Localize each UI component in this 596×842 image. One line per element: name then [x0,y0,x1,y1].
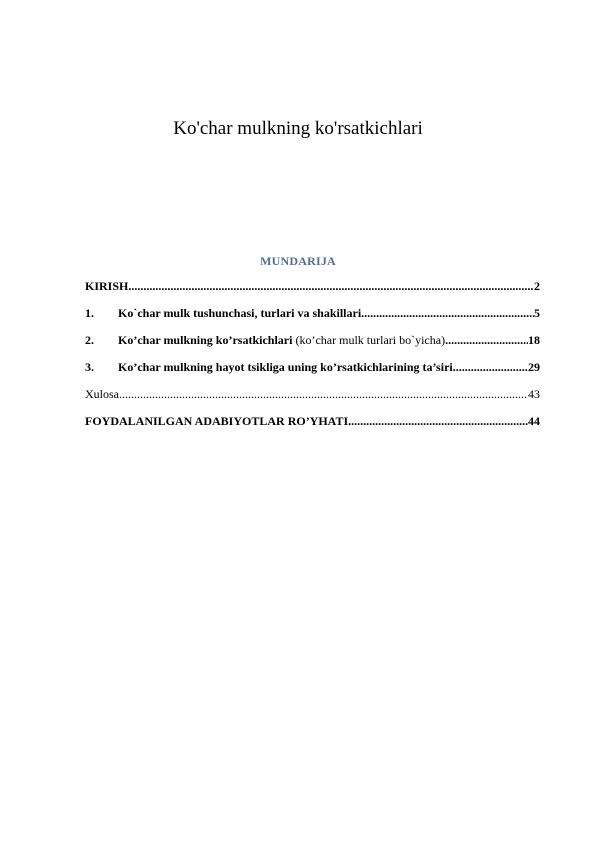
toc-entry-chapter-2[interactable] [85,327,540,354]
toc-dot-leader [128,273,534,300]
toc-entry-number: 3. [85,360,94,374]
toc-entry-number: 1. [85,306,94,320]
toc-entry-kirish[interactable] [85,273,540,300]
toc-entry-chapter-3[interactable] [85,354,540,381]
toc-heading: MUNDARIJA [260,254,336,268]
toc-entry-title-group [118,327,445,354]
toc-page-number: 44 [528,414,540,428]
toc-entry-title: Ko’char mulkning ko’rsatkichlari [118,333,293,347]
toc-entry-subtitle: (ko’char mulk turlari bo`yicha) [292,333,446,347]
toc-entry-references[interactable] [85,408,540,435]
toc-entry-title: Ko`char mulk tushunchasi, turlari va shakillari [118,306,362,320]
toc-page-number: 5 [534,306,540,320]
toc-dot-leader [348,408,528,435]
toc-dot-leader [445,327,528,354]
toc-entry-title: Ko’char mulkning hayot tsikliga uning ko’rsatkichlarining ta’siri [118,360,453,374]
table-of-contents [85,273,540,435]
document-title: Ko'char mulkning ko'rsatkichlari [173,118,423,139]
toc-entry-title: Xulosa [85,387,119,401]
toc-dot-leader [361,300,534,327]
toc-entry-number: 2. [85,333,94,347]
toc-page-number: 43 [528,387,540,401]
toc-page-number: 2 [534,279,540,293]
toc-dot-leader [119,381,528,408]
toc-entry-title: KIRISH [85,279,129,293]
toc-entry-chapter-1[interactable] [85,300,540,327]
toc-entry-xulosa[interactable] [85,381,540,408]
toc-dot-leader [453,354,528,381]
toc-page-number: 29 [528,360,540,374]
toc-entry-title: FOYDALANILGAN ADABIYOTLAR RO’YHATI [85,414,349,428]
toc-page-number: 18 [528,333,540,347]
